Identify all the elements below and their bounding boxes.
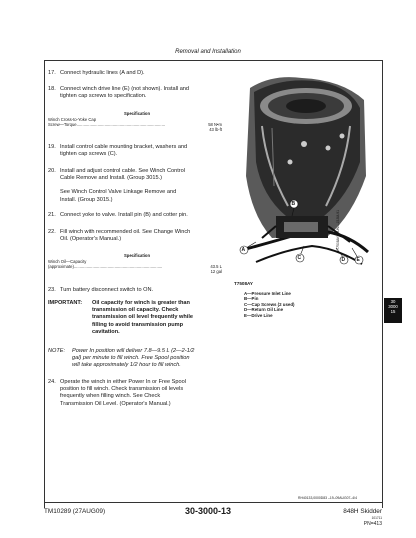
- step-text: frequently when filling winch. See Check: [60, 393, 161, 400]
- footer-page-code: 30-3000-13: [184, 506, 232, 516]
- step-20: [48, 168, 230, 204]
- note-text: gal) per minute to fill winch. Free Spool position: [72, 355, 190, 362]
- note-label: NOTE:: [48, 348, 66, 354]
- step-19: [48, 144, 230, 158]
- step-text: See Winch Control Valve Linkage Remove and: [60, 189, 177, 196]
- step-number: 18.: [48, 86, 56, 92]
- step-text: Transmission Oil Level. (Operator's Manual.): [60, 400, 171, 407]
- footer-pn: PN=413: [363, 521, 382, 527]
- step-text: Fill winch with recommended oil. See Change Winch: [60, 229, 191, 235]
- spec-value: 58 N•m: [208, 122, 222, 127]
- section-tab-text: 15: [390, 309, 396, 315]
- section-tab-text: 3000: [388, 304, 398, 310]
- note-text: Power In position will deliver 7.8—9.5 L (2—2-1/2: [72, 348, 195, 354]
- step-17: [48, 70, 230, 77]
- spec-title: Specification: [123, 253, 151, 258]
- step-text: Connect yoke to valve. Install pin (B) and cotter pin.: [60, 212, 188, 218]
- important-text: Oil capacity for winch is greater than: [92, 300, 190, 306]
- step-text: Oil. (Operator's Manual.): [60, 236, 122, 243]
- header-title: Removal and Installation: [175, 49, 241, 55]
- legend-item: C—Cap Screws (2 used): [244, 301, 295, 307]
- important-text: cavitation.: [92, 328, 120, 335]
- figure-side-code: T7508AY —UN—15JUL91: [336, 209, 340, 250]
- footer-small-code: 101711: [371, 516, 382, 520]
- header-rule: [44, 60, 382, 61]
- winch-figure: [232, 66, 374, 278]
- step-text: Install. (Group 3015.): [60, 196, 113, 203]
- step-text: Connect hydraulic lines (A and D).: [60, 70, 145, 76]
- step-21: [48, 212, 230, 219]
- legend-item: E—Drive Line: [244, 312, 273, 318]
- winch-illustration: [232, 66, 374, 278]
- step-number: 21.: [48, 212, 56, 218]
- callout-c: C: [297, 254, 302, 261]
- step-text: Connect winch drive line (E) (not shown). Install and: [60, 86, 190, 92]
- footer-doc-id: TM10289 (27AUG09): [44, 508, 106, 515]
- spec-line: [48, 264, 222, 269]
- callout-e: E: [356, 256, 360, 263]
- legend-item: D—Return Oil Line: [244, 307, 284, 313]
- step-number: 22.: [48, 229, 56, 235]
- step-23: [48, 287, 230, 294]
- footer-product: 848H Skidder: [343, 508, 382, 515]
- step-number: 19.: [48, 144, 56, 150]
- important-text: transmission oil capacity. Check: [92, 307, 179, 314]
- spec-label: Winch Oil—Capacity: [48, 259, 87, 264]
- note-block: [48, 348, 234, 370]
- spec-title: Specification: [123, 111, 151, 116]
- step-text: Cable Remove and Install. (Group 3015.): [60, 175, 162, 182]
- callout-a: A: [241, 246, 246, 253]
- figure-legend: [244, 291, 374, 318]
- important-text: filling to avoid transmission pump: [92, 321, 184, 328]
- left-margin-rule: [44, 60, 45, 508]
- important-label: IMPORTANT:: [48, 300, 83, 306]
- step-text: Install and adjust control cable. See Winch Control: [60, 168, 185, 174]
- step-18: [48, 86, 230, 100]
- spec-label: (approximate)............................................................................: [48, 264, 163, 269]
- step-22: [48, 229, 230, 243]
- spec-label: Winch Cross-to-Yoke Cap: [48, 117, 97, 122]
- step-24: [48, 379, 230, 408]
- legend-item: A—Pressure Inlet Line: [244, 291, 291, 296]
- legend-item: B—Pin: [244, 296, 259, 302]
- spec-value: 43.5 L: [210, 264, 222, 269]
- spec-label: Screw—Torque............................................................................: [48, 122, 166, 127]
- important-text: transmission oil level frequently while: [92, 314, 194, 321]
- step-text: tighten cap screws (C).: [60, 151, 118, 158]
- step-text: tighten cap screws to specification.: [60, 93, 147, 100]
- step-number: 20.: [48, 168, 56, 174]
- figure-id: T7508AY: [234, 281, 253, 286]
- spec-line: [48, 122, 222, 127]
- section-tab: [384, 298, 402, 323]
- section-tab-text: 30: [390, 299, 396, 304]
- note-text: will take approximately 1/2 hour to fill winch.: [72, 362, 181, 369]
- step-text: Install control cable mounting bracket, washers and: [60, 144, 188, 150]
- footer-ref: RH40133,0000D83 –19–09AUG07–4/4: [298, 496, 358, 500]
- spec-value: 43 lb-ft: [209, 127, 222, 132]
- footer-rule: [44, 502, 382, 503]
- step-text: position to fill winch. Check transmission oil levels: [60, 386, 184, 393]
- step-number: 17.: [48, 70, 56, 76]
- step-text: Operate the winch in either Power In or Free Spool: [60, 379, 186, 385]
- callout-d: D: [341, 256, 346, 263]
- important-block: [48, 300, 234, 336]
- step-text: Turn battery disconnect switch to ON.: [60, 287, 154, 293]
- right-margin-rule: [382, 60, 383, 508]
- spec-value: 12 gal: [210, 269, 222, 274]
- step-number: 24.: [48, 379, 56, 385]
- callout-b: B: [291, 200, 296, 207]
- step-number: 23.: [48, 287, 56, 293]
